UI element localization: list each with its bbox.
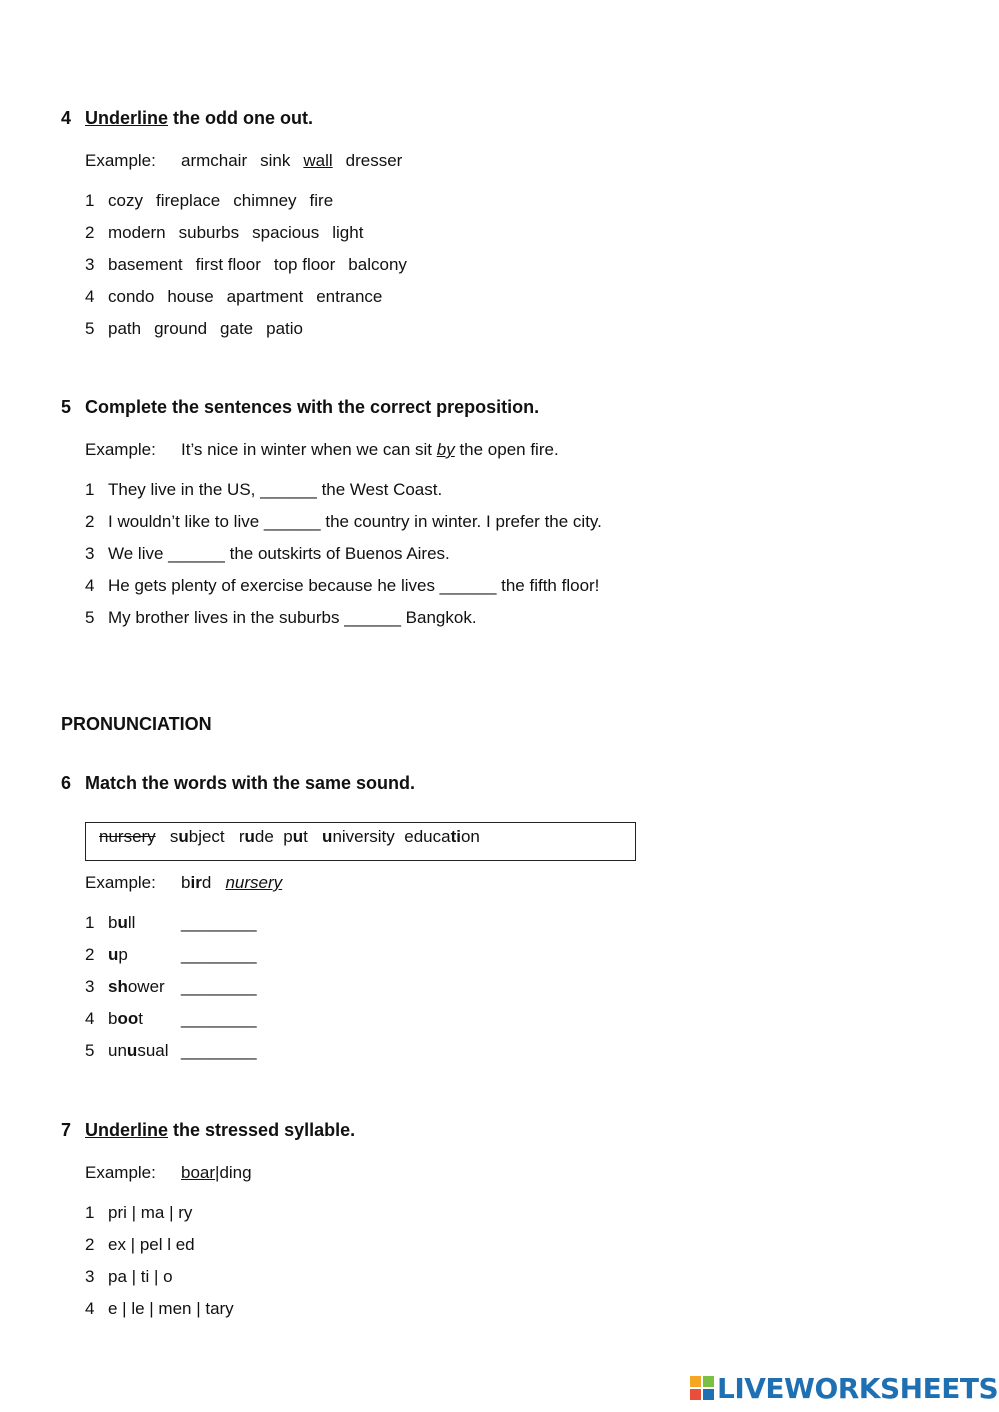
word-option[interactable]: light [332, 223, 364, 242]
word-option[interactable]: ground [154, 319, 208, 338]
gap-fill-sentence[interactable]: I wouldn’t like to live ______ the country in winter. I prefer the city. [108, 512, 602, 531]
example-answer-word: wall [303, 151, 333, 170]
section-number: 7 [61, 1120, 72, 1140]
instruction-text: Match the words with the same sound. [85, 773, 416, 793]
word-option[interactable]: patio [266, 319, 303, 338]
instruction-keyword: Underline [85, 108, 169, 128]
word-option[interactable]: first floor [195, 255, 261, 274]
word-option[interactable]: house [167, 287, 214, 306]
word-option[interactable]: apartment [226, 287, 304, 306]
box-word: university [322, 827, 395, 846]
word-option[interactable]: fireplace [155, 191, 221, 210]
syllable-word[interactable]: pri | ma | ry [108, 1203, 193, 1222]
syllable-word[interactable]: e | le | men | tary [108, 1299, 234, 1318]
word-option[interactable]: modern [108, 223, 166, 242]
gap-fill-sentence[interactable]: He gets plenty of exercise because he lives ______ the fifth floor! [108, 576, 600, 595]
answer-blank[interactable]: ________ [181, 1041, 257, 1060]
word-option[interactable]: balcony [348, 255, 407, 274]
item-number: 3 [85, 255, 95, 274]
sound-word: unusual [108, 1041, 169, 1060]
logo-grid-icon [690, 1376, 714, 1400]
answer-blank[interactable]: ________ [181, 977, 257, 996]
word-option[interactable]: condo [108, 287, 155, 306]
item-number: 4 [85, 1009, 95, 1028]
word-option[interactable]: gate [220, 319, 254, 338]
word-option[interactable]: path [108, 319, 142, 338]
example-rest: |ding [215, 1163, 252, 1182]
word-option[interactable]: basement [108, 255, 183, 274]
item-number: 1 [85, 1203, 95, 1222]
section-number: 4 [61, 108, 72, 128]
item-number: 4 [85, 576, 95, 595]
box-word: rude [238, 827, 274, 846]
instruction-text: the stressed syllable. [168, 1120, 356, 1140]
item-number: 1 [85, 913, 95, 932]
item-number: 2 [85, 512, 95, 531]
word-option[interactable]: suburbs [178, 223, 240, 242]
answer-blank[interactable]: ________ [181, 945, 257, 964]
item-number: 5 [85, 319, 95, 338]
example-sentence-end: the open fire. [454, 440, 559, 459]
section-number: 5 [61, 397, 72, 417]
item-number: 3 [85, 977, 95, 996]
word-option[interactable]: fire [309, 191, 334, 210]
box-word: put [283, 827, 308, 846]
syllable-word[interactable]: pa | ti | o [108, 1267, 173, 1286]
sound-word: up [108, 945, 128, 964]
example-word: sink [260, 151, 291, 170]
example-label: Example: [85, 151, 156, 170]
box-word-crossed: nursery [99, 827, 156, 846]
gap-fill-sentence[interactable]: We live ______ the outskirts of Buenos Aires. [108, 544, 450, 563]
sound-word: shower [108, 977, 165, 996]
item-number: 5 [85, 608, 95, 627]
word-option[interactable]: spacious [252, 223, 320, 242]
item-number: 3 [85, 1267, 95, 1286]
example-answer: by [436, 440, 455, 459]
word-option[interactable]: chimney [233, 191, 297, 210]
item-number: 4 [85, 1299, 95, 1318]
example-label: Example: [85, 873, 156, 892]
syllable-word[interactable]: ex | pel l ed [108, 1235, 195, 1254]
word-box [85, 822, 636, 861]
example-word: armchair [181, 151, 248, 170]
example-stressed-syllable: boar [181, 1163, 216, 1182]
item-number: 1 [85, 480, 95, 499]
example-label: Example: [85, 440, 156, 459]
instruction-keyword: Underline [85, 1120, 169, 1140]
item-number: 4 [85, 287, 95, 306]
item-number: 5 [85, 1041, 95, 1060]
example-answer: nursery [225, 873, 283, 892]
example-word: dresser [345, 151, 403, 170]
item-number: 2 [85, 945, 95, 964]
gap-fill-sentence[interactable]: They live in the US, ______ the West Coast. [108, 480, 443, 499]
logo-text: LIVEWORKSHEETS [717, 1371, 999, 1405]
pronunciation-heading: PRONUNCIATION [61, 714, 212, 734]
item-number: 3 [85, 544, 95, 563]
example-word: bird [181, 873, 212, 892]
answer-blank[interactable]: ________ [181, 913, 257, 932]
sound-word: boot [108, 1009, 143, 1028]
instruction-text: Complete the sentences with the correct preposition. [85, 397, 540, 417]
item-number: 2 [85, 223, 95, 242]
word-option[interactable]: entrance [316, 287, 383, 306]
box-word: subject [169, 827, 225, 846]
word-option[interactable]: top floor [273, 255, 336, 274]
sound-word: bull [108, 913, 136, 932]
gap-fill-sentence[interactable]: My brother lives in the suburbs ______ Bangkok. [108, 608, 477, 627]
liveworksheets-logo [690, 1370, 998, 1406]
example-sentence-start: It’s nice in winter when we can sit [181, 440, 437, 459]
word-option[interactable]: cozy [108, 191, 143, 210]
section-number: 6 [61, 773, 72, 793]
item-number: 2 [85, 1235, 95, 1254]
item-number: 1 [85, 191, 95, 210]
example-label: Example: [85, 1163, 156, 1182]
instruction-text: the odd one out. [168, 108, 313, 128]
box-word: education [404, 827, 480, 846]
answer-blank[interactable]: ________ [181, 1009, 257, 1028]
